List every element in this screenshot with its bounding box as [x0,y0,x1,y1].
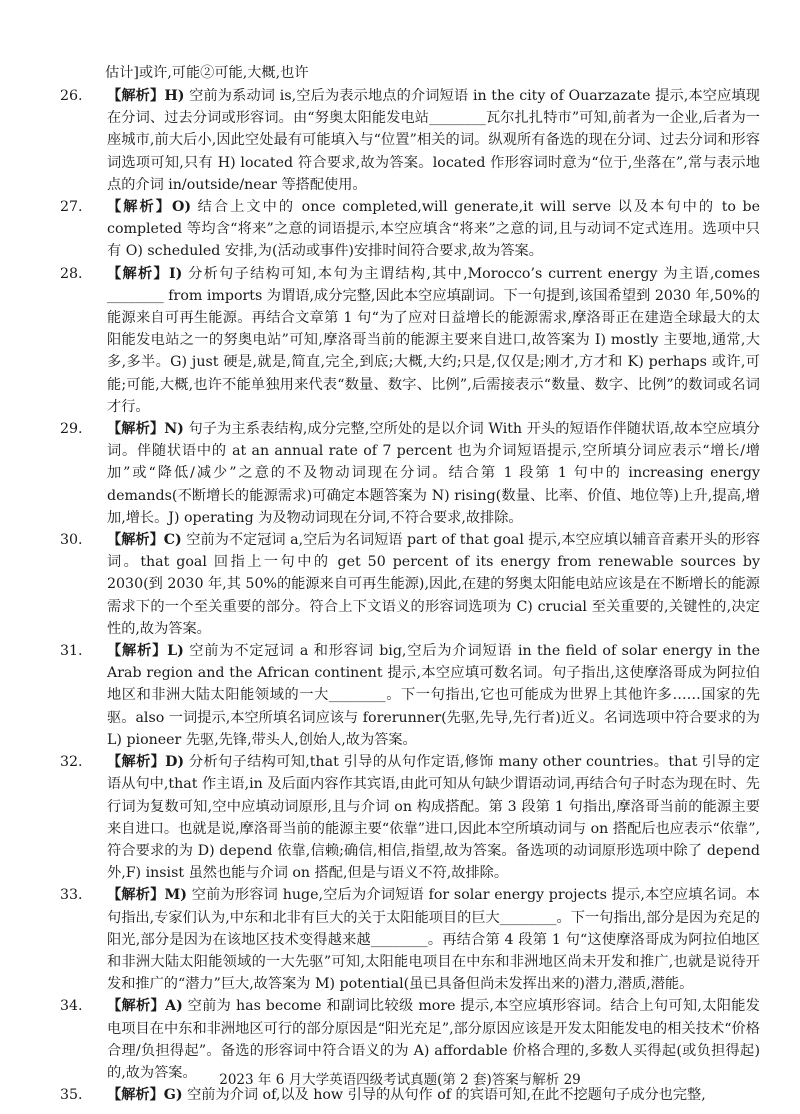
answer-tag: 【解析】L) [107,643,184,660]
question-number: 34. [60,998,83,1015]
answer-tag: 【解析】H) [107,88,185,104]
answer-tag: 【解析】A) [107,998,183,1015]
explanation-text: 结合上文中的 once completed,will generate,it will serve 以及本句中的 to be completed 等均含“将来”之意的词语提示,本空应填含“将来”之意的词,且与动词不定式连用。选项中只有 O) scheduled 安排,为(活动或事件)安排时间符合要求,故为答案。 [107,199,760,260]
explanation-text: 空前为介词 of,以及 how 引导的从句作 of 的宾语可知,在此不挖题句子成分也完整, [182,1087,706,1104]
answer-tag: 【解析】N) [107,421,184,438]
explanation-28 [60,263,760,418]
explanation-text: 分析句子结构可知,本句为主谓结构,其中,Morocco’s current energy 为主语,comes ________ from imports 为谓语,成分完整,因此本空应填副词。下一句提到,该国希望到 2030 年,50%的能源来自可再生能源。再结合文章第 1 句“为了应对日益增长的能源需求,摩洛哥正在建造全球最大的太阳能发电站之一的努奥电站”可知,摩洛哥当前的能源主要来自进口,故答案为 I) mostly 主要地,通常,大多,多半。G) just 硬是,就是,简直,完全,到底;大概,大约;只是,仅仅是;刚才,方才和 K) perhaps 或许,可能;可能,大概,也许不能单独用来代表“数量、数字、比例”,后需接表示“数量、数字、比例”的数词或名词才行。 [107,265,760,415]
question-number: 26. [60,88,83,104]
continued-line: 估计]或许,可能②可能,大概,也许 [105,65,309,81]
explanation-31 [60,640,760,751]
question-number: 35. [60,1087,83,1104]
explanation-text: 句子为主系表结构,成分完整,空所处的是以介词 With 开头的短语作伴随状语,故本空应填分词。伴随状语中的 at an annual rate of 7 percent 也为介词短语提示,空所填分词应表示“增长/增加”或“降低/减少”之意的不及物动词现在分词。结合第 1 段第 1 句中的 increasing energy demands(不断增长的能源需求)可确定本题答案为 N) rising(数量、比率、价值、地位等)上升,提高,增加,增长。J) operating 为及物动词现在分词,不符合要求,故排除。 [107,421,760,526]
page-footer: 2023 年 6 月大学英语四级考试真题(第 2 套)答案与解析 29 [219,1072,581,1088]
answer-tag: 【解析】G) [107,1087,183,1104]
question-number: 33. [60,887,83,904]
explanation-text: 空前为形容词 huge,空后为介词短语 for solar energy projects 提示,本空应填名词。本句指出,专家们认为,中东和北非有巨大的关于太阳能项目的巨大________。下一句指出,部分是因为充足的阳光,部分是因为在该地区技术变得越来越________。再结合第 4 段第 1 句“这使摩洛哥成为阿拉伯地区和非洲大陆太阳能领域的一大先驱”可知,太阳能电项目在中东和非洲地区尚未开发和推广,也就是说待开发和推广的“潜力”巨大,故答案为 M) potential(虽已具备但尚未发挥出来的)潜力,潜质,潜能。 [107,887,760,993]
explanation-text: 空前为系动词 is,空后为表示地点的介词短语 in the city of Ouarzazate 提示,本空应填现在分词、过去分词或形容词。由“努奥太阳能发电站________瓦尔扎扎特市”可知,前者为一企业,后者为一座城市,前大后小,因此空处最有可能填入与“位置”相关的词。纵观所有备选的现在分词、过去分词和形容词选项可知,只有 H) located 符合要求,故为答案。located 作形容词时意为“位于,坐落在”,常与表示地点的介词 in/outside/near 等搭配使用。 [107,88,760,193]
question-number: 31. [60,643,83,660]
explanation-list [60,85,760,1106]
explanation-30 [60,529,760,640]
question-number: 29. [60,421,83,438]
question-number: 28. [60,265,83,282]
question-number: 32. [60,754,83,771]
explanation-text: 分析句子结构可知,that 引导的从句作定语,修饰 many other countries。that 引导的定语从句中,that 作主语,in 及后面内容作其宾语,由此可知从句缺少谓语动词,再结合句子时态为现在时、先行词为复数可知,空中应填动词原形,且与介词 on 构成搭配。第 3 段第 1 句指出,摩洛哥当前的能源主要来自进口。也就是说,摩洛哥当前的能源主要“依靠”进口,因此本空所填动词与 on 搭配后也应表示“依靠”,符合要求的为 D) depend 依靠,信赖;确信,相信,指望,故为答案。备选项的动词原形选项中除了 depend 外,F) insist 虽然也能与介词 on 搭配,但是与语义不符,故排除。 [107,754,760,882]
explanation-32 [60,751,760,884]
explanation-33 [60,884,760,995]
explanation-text: 空前为 has become 和副词比较级 more 提示,本空应填形容词。结合上句可知,太阳能发电项目在中东和非洲地区可行的部分原因是“阳光充足”,部分原因应该是开发太阳能发电的相关技术“价格合理/负担得起”。备选的形容词中符合语义的为 A) affordable 价格合理的,多数人买得起(或负担得起)的,故为答案。 [107,998,760,1081]
question-number: 30. [60,532,83,549]
question-number: 27. [60,199,83,216]
answer-tag: 【解析】C) [107,532,182,549]
explanation-26 [60,85,760,196]
answer-tag: 【解析】D) [107,754,185,771]
answer-tag: 【解析】I) [107,265,183,282]
answer-tag: 【解析】O) [107,199,192,216]
answer-tag: 【解析】M) [107,887,187,904]
explanation-text: 空前为不定冠词 a 和形容词 big,空后为介词短语 in the field of solar energy in the Arab region and the African continent 提示,本空应填可数名词。句子指出,这使摩洛哥成为阿拉伯地区和非洲大陆太阳能领域的一大________。下一句指出,它也可能成为世界上其他许多……国家的先驱。also 一词提示,本空所填名词应该与 forerunner(先驱,先导,先行者)近义。名词选项中符合要求的为 L) pioneer 先驱,先锋,带头人,创始人,故为答案。 [107,643,760,748]
explanation-29 [60,418,760,529]
explanation-27 [60,196,760,263]
explanation-text: 空前为不定冠词 a,空后为名词短语 part of that goal 提示,本空应填以辅音音素开头的形容词。that goal 回指上一句中的 get 50 percent of its energy from renewable sources by 2030(到 2030 年,其 50%的能源来自可再生能源),因此,在建的努奥太阳能电站应该是在不断增长的能源需求下的一个至关重要的部分。符合上下文语义的形容词选项为 C) crucial 至关重要的,关键性的,决定性的,故为答案。 [107,532,761,637]
